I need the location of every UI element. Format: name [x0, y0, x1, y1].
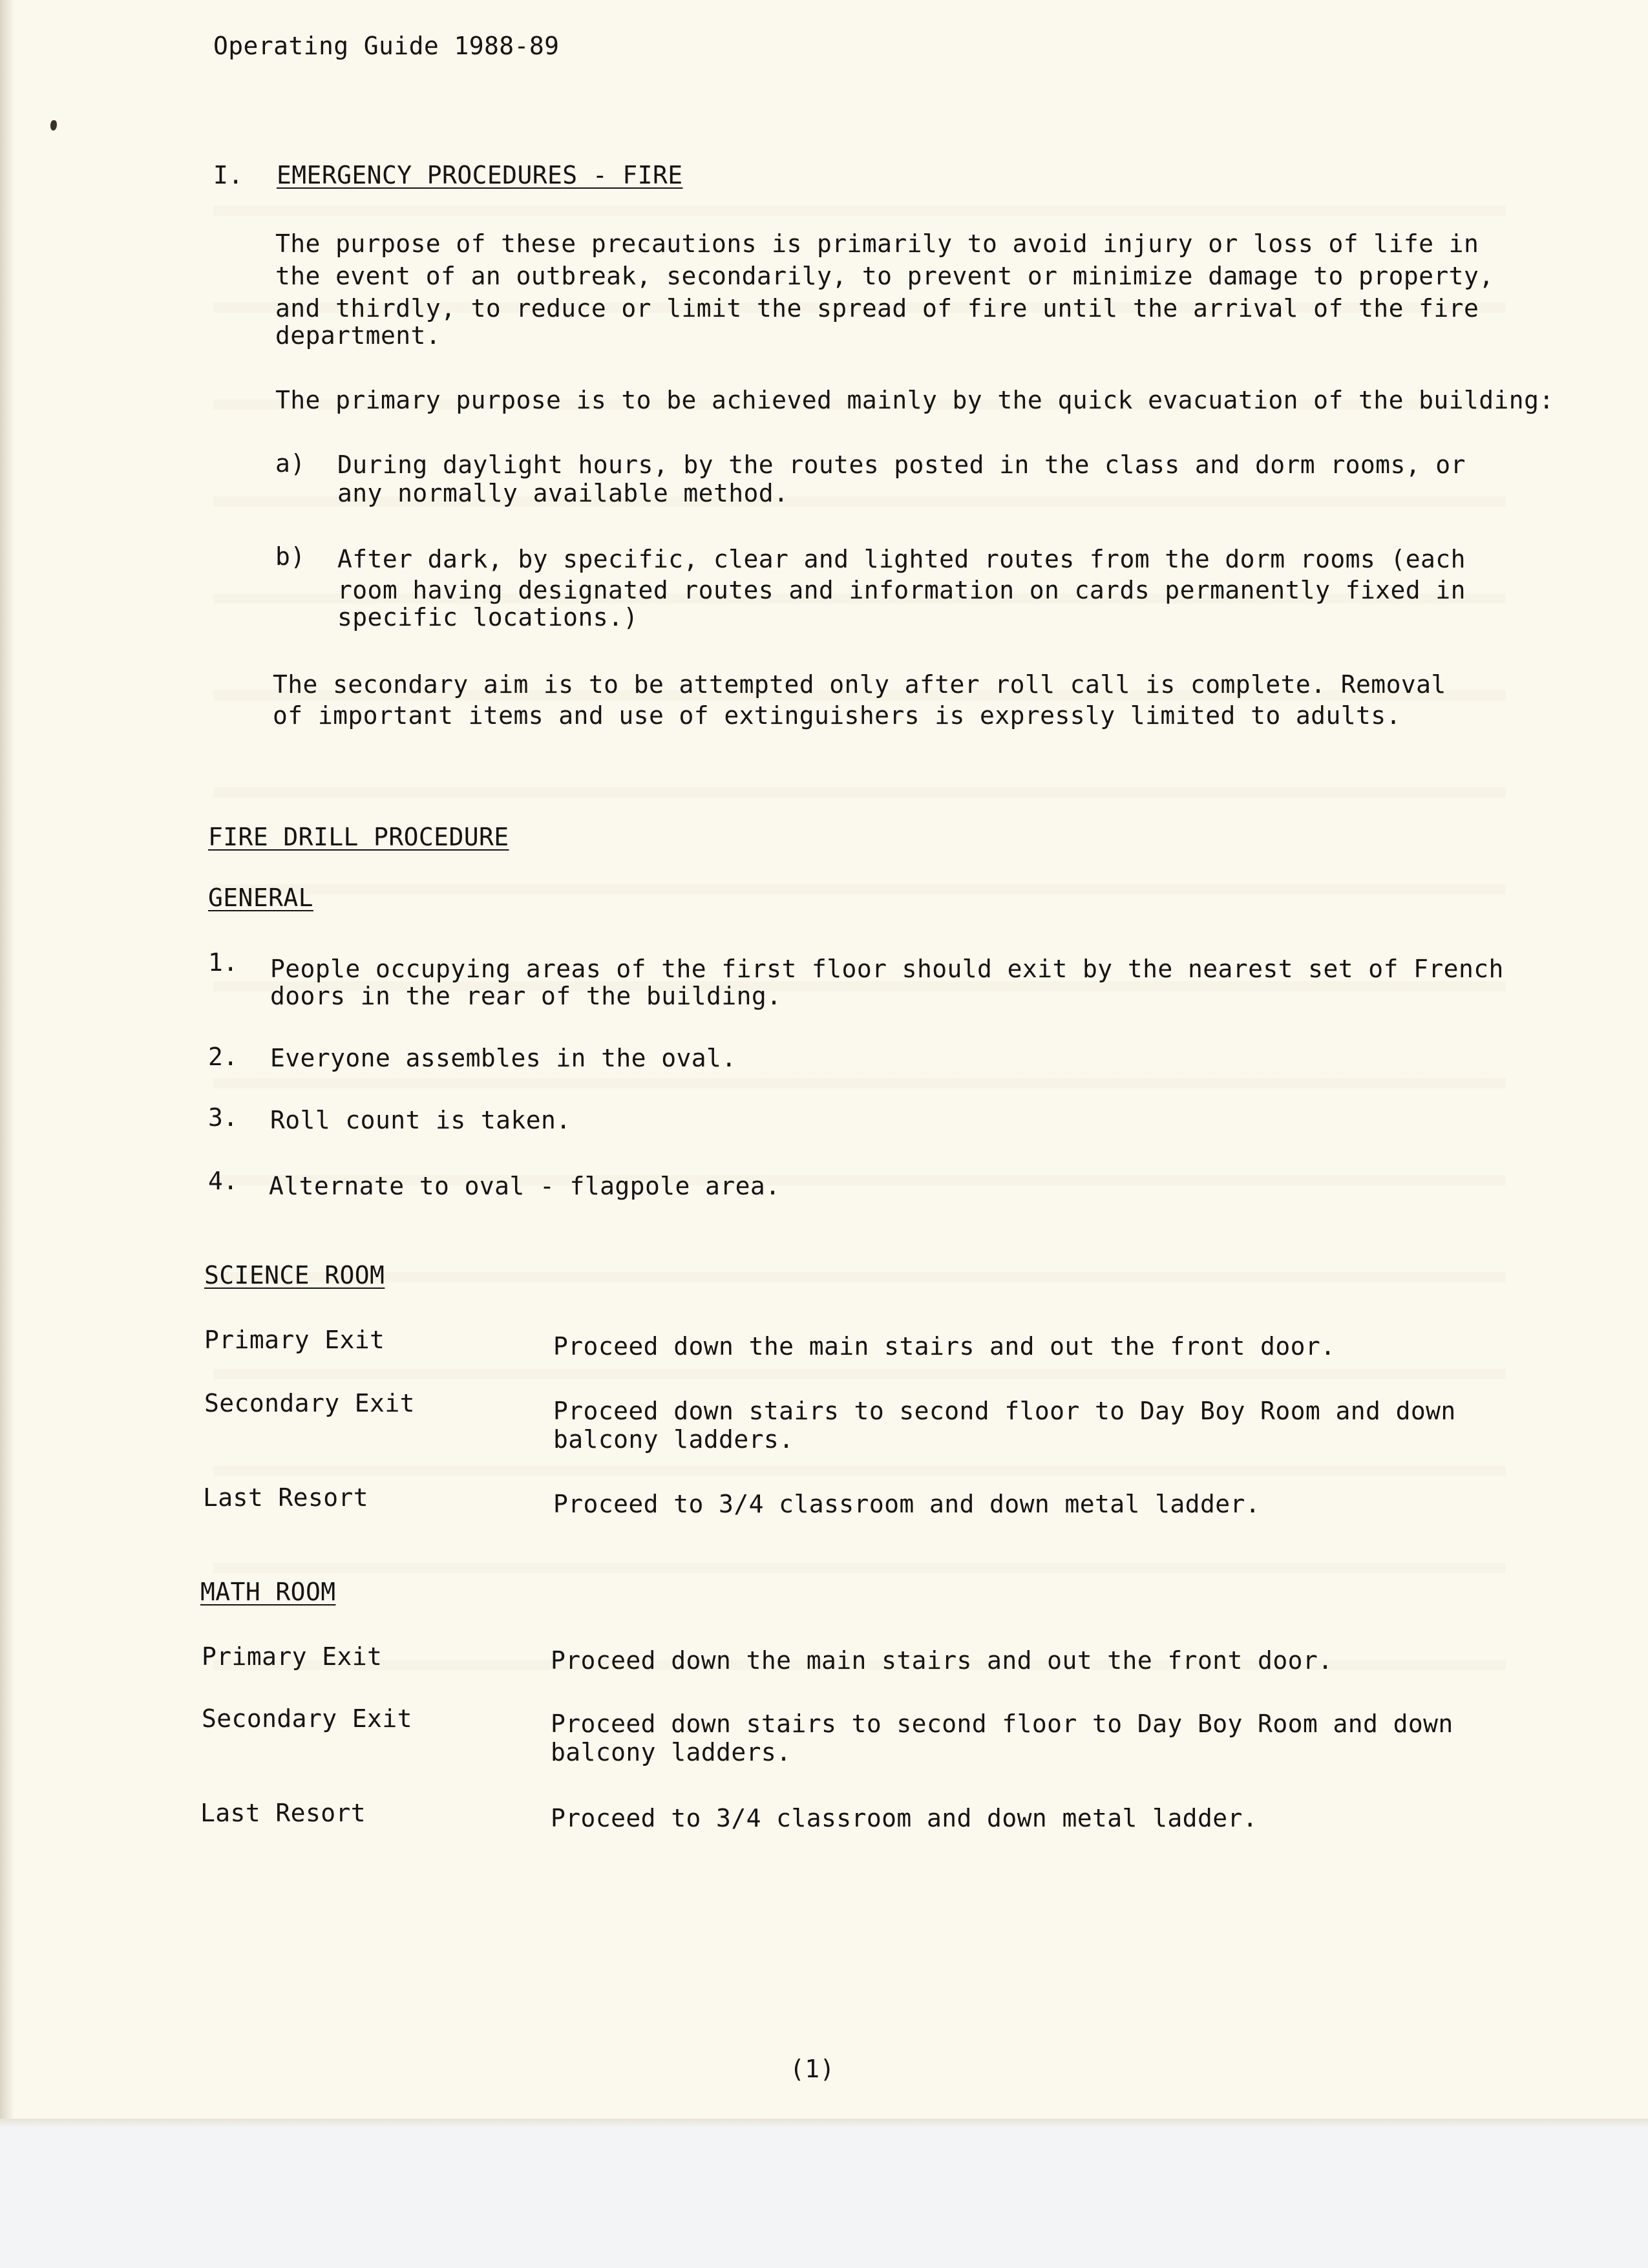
item-b-marker: b) — [275, 542, 306, 571]
drill-step-line: Everyone assembles in the oval. — [270, 1044, 737, 1072]
exit-label: Primary Exit — [202, 1642, 383, 1671]
exit-label: Secondary Exit — [202, 1704, 412, 1733]
section-number: I. — [213, 161, 244, 189]
drill-step-line: Roll count is taken. — [270, 1106, 571, 1134]
drill-step-number: 3. — [208, 1103, 238, 1132]
item-a-line: any normally available method. — [337, 479, 789, 507]
secondary-aim-line: of important items and use of extinguishers is expressly limited to adults. — [273, 701, 1401, 730]
exit-instruction: balcony ladders. — [551, 1738, 792, 1766]
item-a-line: During daylight hours, by the routes posted in the class and dorm rooms, or — [337, 450, 1466, 479]
exit-instruction: Proceed down stairs to second floor to Day Boy Room and down — [553, 1397, 1456, 1425]
drill-step-number: 1. — [208, 948, 238, 977]
show-through-bleed — [213, 149, 1506, 1700]
section-heading: EMERGENCY PROCEDURES - FIRE — [277, 161, 683, 189]
science-room-heading: SCIENCE ROOM — [204, 1261, 385, 1289]
item-b-line: room having designated routes and information on cards permanently fixed in — [337, 576, 1466, 604]
item-b-line: After dark, by specific, clear and lighted routes from the dorm rooms (each — [337, 545, 1466, 573]
running-title: Operating Guide 1988-89 — [213, 32, 560, 60]
drill-step-number: 4. — [208, 1167, 238, 1195]
exit-label: Secondary Exit — [204, 1389, 415, 1417]
math-room-heading: MATH ROOM — [200, 1578, 336, 1606]
intro-line: and thirdly, to reduce or limit the spread of fire until the arrival of the fire — [275, 294, 1479, 323]
paper-bottom-edge — [0, 2119, 1648, 2128]
intro-line: the event of an outbreak, secondarily, to prevent or minimize damage to property, — [275, 262, 1494, 290]
intro-line: The purpose of these precautions is primarily to avoid injury or loss of life in — [275, 229, 1479, 258]
exit-instruction: Proceed down stairs to second floor to Day Boy Room and down — [551, 1710, 1453, 1738]
drill-step-line: doors in the rear of the building. — [270, 982, 782, 1010]
drill-step-line: People occupying areas of the first floor should exit by the nearest set of French — [270, 955, 1504, 983]
intro-line: department. — [275, 321, 441, 350]
item-a-marker: a) — [275, 449, 306, 478]
item-b-line: specific locations.) — [337, 603, 639, 631]
exit-instruction: Proceed down the main stairs and out the front door. — [551, 1646, 1333, 1675]
drill-step-number: 2. — [208, 1043, 238, 1071]
exit-instruction: Proceed to 3/4 classroom and down metal ladder. — [553, 1490, 1261, 1518]
secondary-aim-line: The secondary aim is to be attempted only after roll call is complete. Removal — [273, 670, 1446, 699]
exit-instruction: Proceed down the main stairs and out the front door. — [553, 1332, 1336, 1361]
exit-label: Primary Exit — [204, 1326, 385, 1354]
binding-shadow — [0, 0, 14, 2123]
fire-drill-heading: FIRE DRILL PROCEDURE — [208, 823, 509, 851]
ink-speck — [50, 120, 57, 131]
exit-instruction: balcony ladders. — [553, 1425, 794, 1454]
exit-instruction: Proceed to 3/4 classroom and down metal ladder. — [551, 1804, 1258, 1832]
page-number: (1) — [790, 2055, 835, 2083]
general-heading: GENERAL — [208, 884, 313, 912]
exit-label: Last Resort — [200, 1799, 366, 1827]
drill-step-line: Alternate to oval - flagpole area. — [269, 1172, 781, 1200]
exit-label: Last Resort — [203, 1483, 369, 1512]
primary-purpose-line: The primary purpose is to be achieved mainly by the quick evacuation of the building: — [275, 386, 1554, 414]
